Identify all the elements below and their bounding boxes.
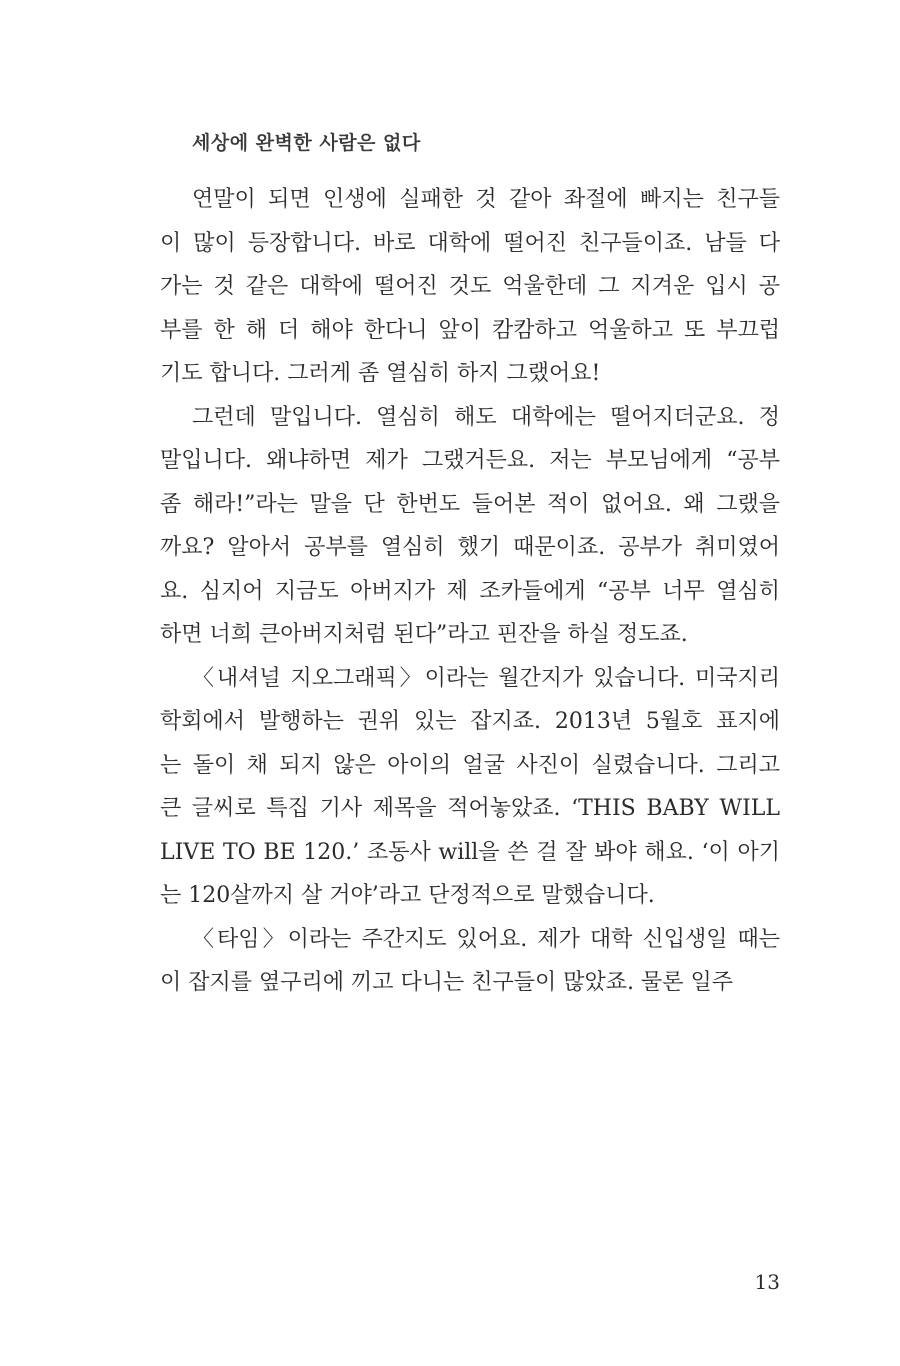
paragraph (160, 396, 780, 657)
body-text (160, 178, 780, 1005)
text-line: 하면 너희 큰아버지처럼 된다”라고 핀잔을 하실 정도죠. (160, 622, 688, 647)
text-line: 가는 것 같은 대학에 떨어진 것도 억울한데 그 지겨운 입시 공 (160, 274, 780, 299)
text-line: 요. 심지어 지금도 아버지가 제 조카들에게 “공부 너무 열심히 (160, 578, 780, 604)
paragraph (160, 918, 780, 1005)
text-line: 좀 해라!”라는 말을 단 한번도 들어본 적이 없어요. 왜 그랬을 (160, 491, 780, 517)
text-line: 부를 한 해 더 해야 한다니 앞이 캄캄하고 억울하고 또 부끄럽 (160, 317, 780, 343)
paragraph (160, 657, 780, 918)
section-heading: 세상에 완벽한 사람은 없다 (192, 132, 421, 154)
text-line: LIVE TO BE 120.’ 조동사 will을 쓴 걸 잘 봐야 해요. ‘이 아기 (160, 839, 780, 865)
page-number: 13 (754, 1270, 780, 1294)
text-line: 〈타임〉이라는 주간지도 있어요. 제가 대학 신입생일 때는 (192, 926, 780, 952)
text-line: 는 120살까지 살 거야’라고 단정적으로 말했습니다. (160, 883, 655, 908)
text-line: 이 잡지를 옆구리에 끼고 다니는 친구들이 많았죠. 물론 일주 (160, 970, 733, 995)
text-line: 〈내셔널 지오그래픽〉이라는 월간지가 있습니다. 미국지리 (192, 665, 780, 691)
text-line: 이 많이 등장합니다. 바로 대학에 떨어진 친구들이죠. 남들 다 (160, 230, 780, 256)
text-line: 그런데 말입니다. 열심히 해도 대학에는 떨어지더군요. 정 (192, 404, 780, 430)
text-line: 큰 글씨로 특집 기사 제목을 적어놓았죠. ‘THIS BABY WILL (160, 796, 780, 821)
text-line: 는 돌이 채 되지 않은 아이의 얼굴 사진이 실렸습니다. 그리고 (160, 752, 780, 778)
paragraph (160, 178, 780, 396)
text-line: 까요? 알아서 공부를 열심히 했기 때문이죠. 공부가 취미였어 (160, 535, 780, 560)
text-line: 학회에서 발행하는 권위 있는 잡지죠. 2013년 5월호 표지에 (160, 709, 780, 734)
text-line: 기도 합니다. 그러게 좀 열심히 하지 그랬어요! (160, 361, 601, 386)
text-line: 말입니다. 왜냐하면 제가 그랬거든요. 저는 부모님에게 “공부 (160, 448, 780, 473)
text-line: 연말이 되면 인생에 실패한 것 같아 좌절에 빠지는 친구들 (192, 187, 780, 212)
